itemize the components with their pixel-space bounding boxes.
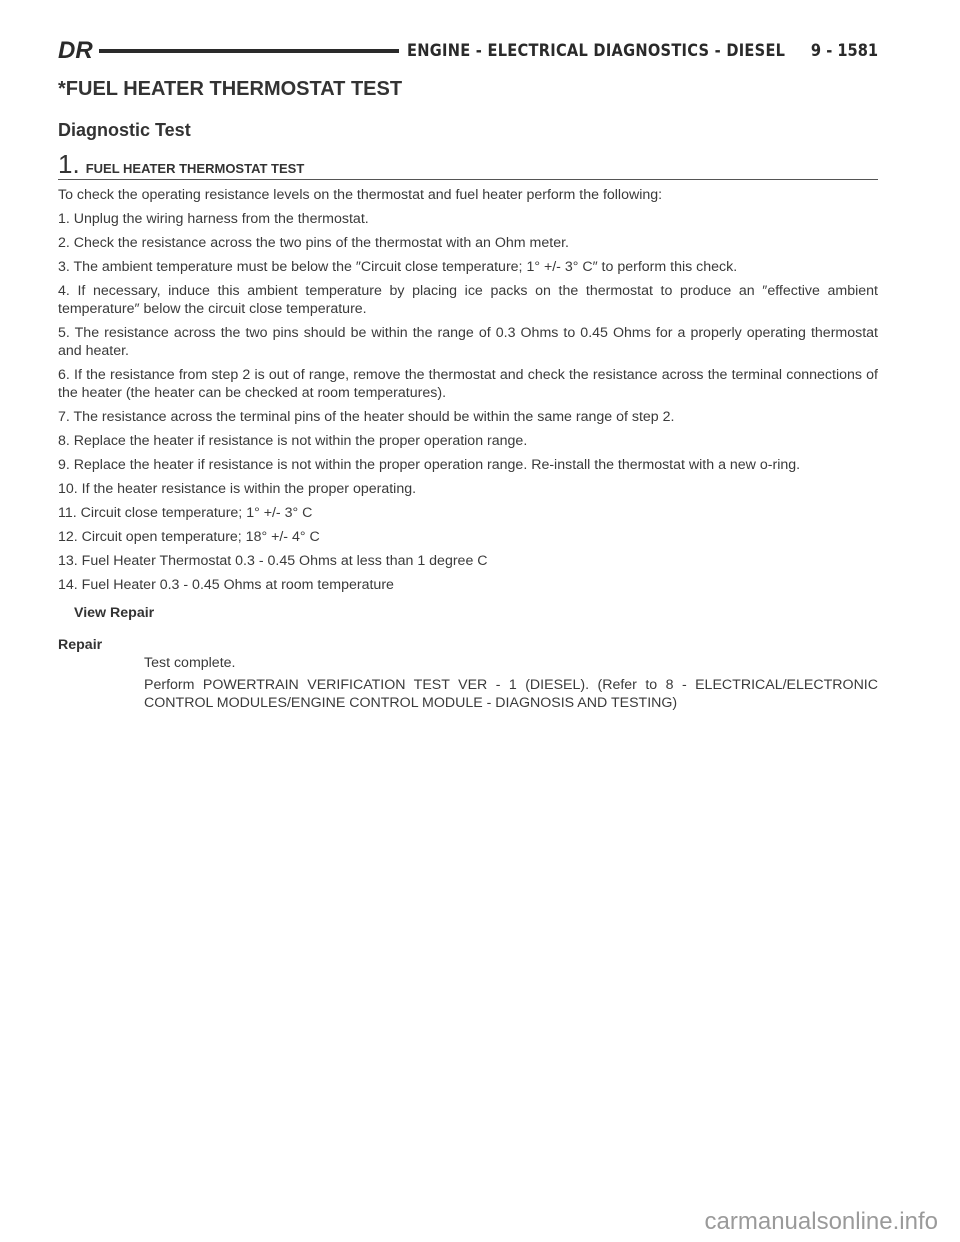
page-title: *FUEL HEATER THERMOSTAT TEST (58, 78, 403, 100)
instruction-item: 14. Fuel Heater 0.3 - 0.45 Ohms at room temperature (58, 577, 394, 593)
instruction-item: 10. If the heater resistance is within the proper operating. (58, 481, 417, 497)
step-title: FUEL HEATER THERMOSTAT TEST (85, 161, 305, 176)
header-rule (99, 49, 399, 53)
instruction-item: 4. If necessary, induce this ambient temperature by placing ice packs on the thermostat to produce an ″effective ambient temperature″ below the circuit close temperature. (58, 283, 878, 317)
view-repair-link[interactable]: View Repair (74, 605, 155, 621)
page-header (58, 36, 878, 66)
instruction-item: 9. Replace the heater if resistance is not within the proper operation range. Re-install the thermostat with a new o-ring. (58, 457, 801, 473)
page-number: 9 - 1581 (810, 41, 878, 61)
instruction-item: 13. Fuel Heater Thermostat 0.3 - 0.45 Ohms at less than 1 degree C (58, 553, 488, 569)
repair-label: Repair (58, 637, 103, 653)
intro-paragraph: To check the operating resistance levels on the thermostat and fuel heater perform the following: (58, 187, 663, 203)
instruction-item: 8. Replace the heater if resistance is not within the proper operation range. (58, 433, 528, 449)
header-title: ENGINE - ELECTRICAL DIAGNOSTICS - DIESEL (406, 41, 785, 61)
instruction-item: 11. Circuit close temperature; 1° +/- 3° C (58, 505, 313, 521)
instruction-item: 3. The ambient temperature must be below the ″Circuit close temperature; 1° +/- 3° C″ to perform this check. (58, 259, 738, 275)
instruction-item: 6. If the resistance from step 2 is out of range, remove the thermostat and check the resistance across the terminal connections of the heater (the heater can be checked at room temperatures). (58, 367, 878, 401)
instruction-item: 5. The resistance across the two pins should be within the range of 0.3 Ohms to 0.45 Ohms for a properly operating thermostat and heater. (58, 325, 878, 359)
manual-code: DR (58, 37, 93, 64)
document-body (58, 75, 878, 712)
repair-block (144, 654, 878, 712)
repair-line: Perform POWERTRAIN VERIFICATION TEST VER - 1 (DIESEL). (Refer to 8 - ELECTRICAL/ELECTRONIC CONTROL MODULES/ENGINE CONTROL MODULE - DIAGNOSIS AND TESTING) (144, 677, 878, 711)
instruction-item: 2. Check the resistance across the two pins of the thermostat with an Ohm meter. (58, 235, 569, 251)
instruction-item: 7. The resistance across the terminal pins of the heater should be within the same range of step 2. (58, 409, 675, 425)
section-title: Diagnostic Test (58, 120, 191, 140)
instruction-item: 1. Unplug the wiring harness from the thermostat. (58, 211, 369, 227)
step-number: 1. (58, 149, 80, 179)
watermark-text: carmanualsonline.info (704, 1208, 938, 1235)
repair-line: Test complete. (144, 655, 236, 671)
instruction-item: 12. Circuit open temperature; 18° +/- 4° C (58, 529, 320, 545)
step-heading (58, 151, 878, 180)
